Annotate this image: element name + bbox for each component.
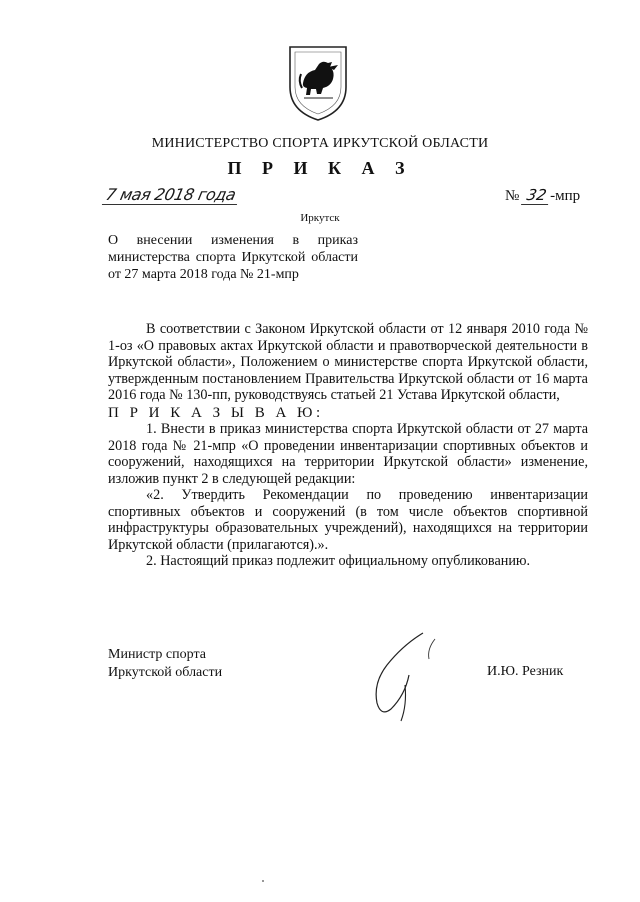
city-label: Иркутск [300,212,340,224]
item-2-paragraph: 2. Настоящий приказ подлежит официальному опубликованию. [146,553,531,569]
number-suffix: -мпр [550,188,581,204]
preamble-paragraph: В соответствии с Законом Иркутской области от 12 января 2010 года № 1-оз «О правовых актах Иркутской области и правотворческой деятельности в Иркутской области», Положением о министерстве спорта Иркутской области, утвержденным постановлением Правительства Иркутской области от 16 марта 2016 года № 130-пп, руководствуясь статьей 21 Устава Иркутской области, [108,321,588,403]
handwritten-signature [365,625,475,725]
order-title: П Р И К А З [227,158,413,178]
signatory-name: И.Ю. Резник [487,664,564,679]
ministry-name: МИНИСТЕРСТВО СПОРТА ИРКУТСКОЙ ОБЛАСТИ [151,136,489,151]
order-body [108,321,588,570]
signatory-position [108,646,222,682]
order-number [505,186,580,205]
position-line-2: Иркутской области [108,665,223,680]
number-prefix: № [505,188,520,204]
item-1-paragraph: 1. Внести в приказ министерства спорта Иркутской области от 27 марта 2018 года № 21-мпр «О проведении инвентаризации спортивных объектов и сооружений, находящихся на территории Иркутской области» изменение, изложив пункт 2 в следующей редакции: [108,421,588,487]
item-1-quote-paragraph: «2. Утвердить Рекомендации по проведению инвентаризации спортивных объектов и сооружений (в том числе объектов спортивной инфраструктуры образовательных учреждений), находящихся на территории Иркутской области (прилагаются).». [108,487,588,553]
order-word: П Р И К А З Ы В А Ю: [108,404,324,421]
handwritten-date: 7 мая 2018 года [102,185,241,205]
handwritten-number: 32 [521,186,552,205]
coat-of-arms-emblem [286,43,350,123]
scan-speck [262,880,264,882]
order-subject: О внесении изменения в приказ министерства спорта Иркутской области от 27 марта 2018 года № 21-мпр [108,233,358,282]
position-line-1: Министр спорта [108,647,206,662]
